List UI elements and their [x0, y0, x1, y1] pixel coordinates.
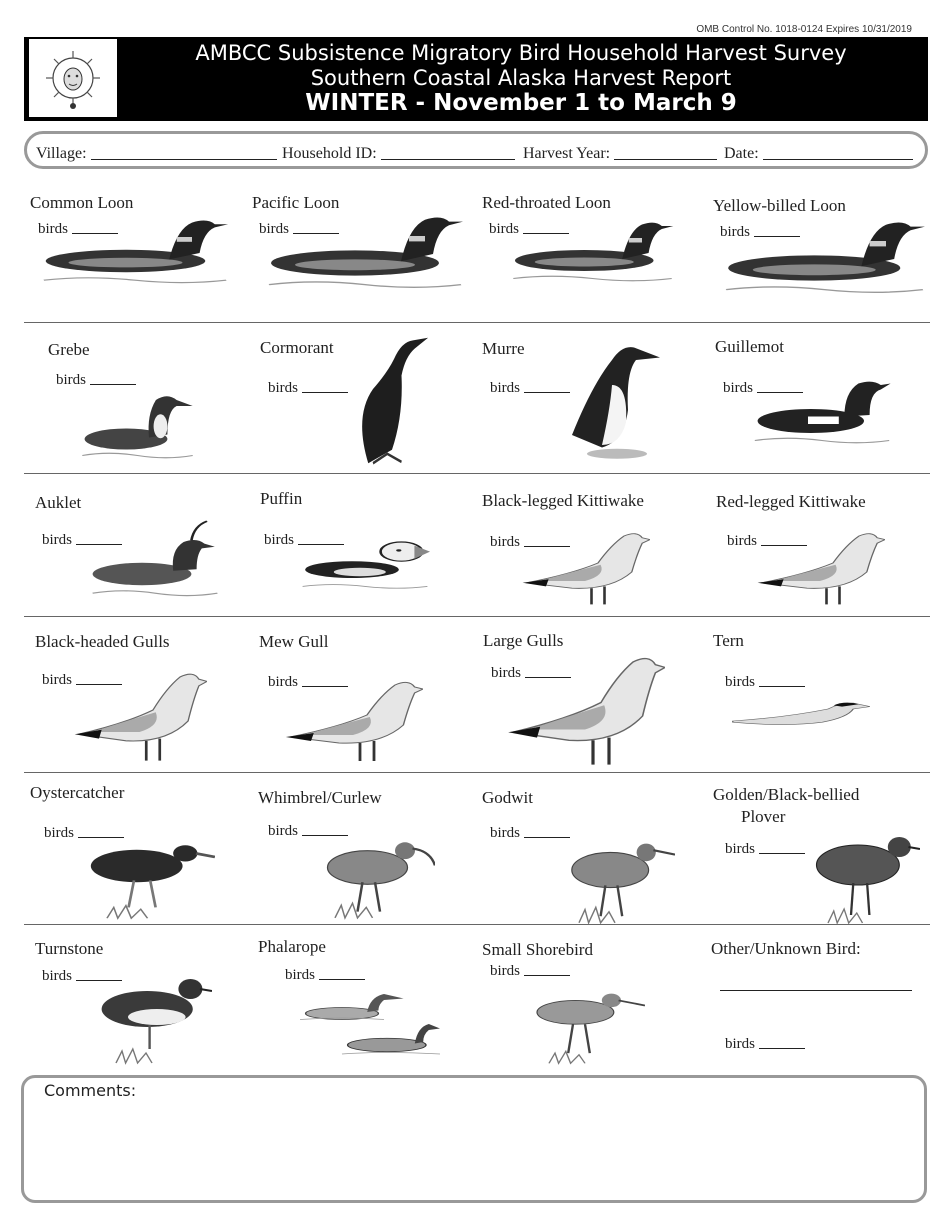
bird-name: Cormorant — [260, 338, 334, 357]
curlew-icon — [310, 815, 435, 925]
birds-count-field[interactable] — [490, 380, 570, 397]
bird-name: Puffin — [260, 489, 303, 508]
birds-label: birds — [268, 823, 298, 839]
birds-label: birds — [725, 674, 755, 690]
gull-icon — [283, 665, 423, 770]
header-banner — [24, 37, 928, 121]
season-title: WINTER - November 1 to March 9 — [305, 90, 737, 116]
report-title: Southern Coastal Alaska Harvest Report — [310, 66, 732, 90]
birds-label: birds — [264, 532, 294, 548]
birds-label: birds — [259, 221, 289, 237]
bird-name: Large Gulls — [483, 631, 564, 650]
birds-label: birds — [725, 1036, 755, 1052]
household-info-bar — [24, 131, 928, 169]
birds-label: birds — [490, 825, 520, 841]
birds-count-field[interactable] — [725, 1036, 805, 1053]
birds-label: birds — [38, 221, 68, 237]
bird-name: Golden/Black-bellied — [713, 785, 860, 804]
turnstone-icon — [92, 965, 212, 1070]
birds-count-blank[interactable] — [759, 841, 805, 854]
survey-title: AMBCC Subsistence Migratory Bird Household Harvest Survey — [195, 41, 847, 65]
bird-name: Murre — [482, 339, 525, 358]
shorebird-icon — [525, 980, 645, 1070]
birds-count-field[interactable] — [285, 967, 365, 984]
bird-name: Phalarope — [258, 937, 326, 956]
date-label: Date: — [724, 145, 759, 162]
birds-label: birds — [727, 533, 757, 549]
comments-label: Comments: — [44, 1081, 137, 1100]
bird-name: Common Loon — [30, 193, 134, 212]
gull-icon — [72, 655, 207, 770]
bird-name: Yellow-billed Loon — [713, 196, 846, 215]
village-field[interactable] — [36, 145, 277, 163]
bird-name: Godwit — [482, 788, 533, 807]
birds-label: birds — [490, 534, 520, 550]
bird-name: Mew Gull — [259, 632, 329, 651]
murre-icon — [562, 335, 662, 465]
gull-icon — [505, 635, 665, 775]
birds-label: birds — [268, 380, 298, 396]
loon-icon — [510, 208, 675, 288]
tern-icon — [730, 685, 870, 750]
other-bird-name-line[interactable] — [720, 990, 912, 991]
bird-name: Turnstone — [35, 939, 104, 958]
bird-name: Oystercatcher — [30, 783, 125, 802]
birds-label: birds — [42, 532, 72, 548]
loon-icon — [722, 205, 927, 300]
guillemot-icon — [752, 370, 892, 450]
birds-label: birds — [490, 963, 520, 979]
birds-label: birds — [490, 380, 520, 396]
auklet-icon — [90, 518, 220, 603]
birds-label: birds — [56, 372, 86, 388]
bird-name: Red-legged Kittiwake — [716, 492, 866, 511]
birds-label: birds — [723, 380, 753, 396]
bird-name: Red-throated Loon — [482, 193, 611, 212]
harvest-year-field[interactable] — [523, 145, 717, 163]
bird-name: Small Shorebird — [482, 940, 593, 959]
bird-name-line2: Plover — [741, 807, 786, 826]
birds-label: birds — [489, 221, 519, 237]
loon-icon — [40, 205, 230, 290]
oystercatcher-icon — [80, 830, 215, 925]
loon-icon — [265, 200, 465, 295]
village-label: Village: — [36, 145, 87, 162]
birds-count-blank[interactable] — [319, 967, 365, 980]
birds-label: birds — [491, 665, 521, 681]
kittiwake-icon — [520, 518, 650, 613]
birds-label: birds — [285, 967, 315, 983]
birds-label: birds — [42, 968, 72, 984]
birds-label: birds — [725, 841, 755, 857]
bird-name: Pacific Loon — [252, 193, 340, 212]
household-id-field[interactable] — [282, 145, 515, 163]
birds-count-blank[interactable] — [759, 1036, 805, 1049]
bird-name: Whimbrel/Curlew — [258, 788, 382, 807]
bird-name: Auklet — [35, 493, 82, 512]
plover-icon — [805, 825, 920, 930]
comments-box[interactable] — [21, 1075, 927, 1203]
birds-count-field[interactable] — [490, 963, 570, 980]
birds-label: birds — [268, 674, 298, 690]
godwit-icon — [555, 815, 675, 930]
grebe-icon — [80, 385, 195, 465]
bird-name: Black-headed Gulls — [35, 632, 170, 651]
bird-name: Tern — [713, 631, 744, 650]
birds-label: birds — [720, 224, 750, 240]
household-id-label: Household ID: — [282, 145, 377, 162]
birds-label: birds — [44, 825, 74, 841]
birds-count-blank[interactable] — [90, 372, 136, 385]
birds-label: birds — [42, 672, 72, 688]
birds-count-blank[interactable] — [524, 963, 570, 976]
bird-name: Grebe — [48, 340, 90, 359]
date-field[interactable] — [724, 145, 913, 163]
council-logo — [29, 39, 117, 117]
bird-name: Other/Unknown Bird: — [711, 939, 861, 958]
puffin-icon — [300, 530, 430, 595]
bird-name: Guillemot — [715, 337, 784, 356]
bird-name: Black-legged Kittiwake — [482, 491, 644, 510]
phalarope-icon — [300, 985, 440, 1065]
harvest-year-label: Harvest Year: — [523, 145, 611, 162]
cormorant-icon — [335, 335, 430, 475]
birds-count-field[interactable] — [725, 841, 805, 858]
kittiwake-icon — [755, 518, 885, 613]
omb-control-number: OMB Control No. 1018-0124 Expires 10/31/2019 — [696, 24, 912, 35]
